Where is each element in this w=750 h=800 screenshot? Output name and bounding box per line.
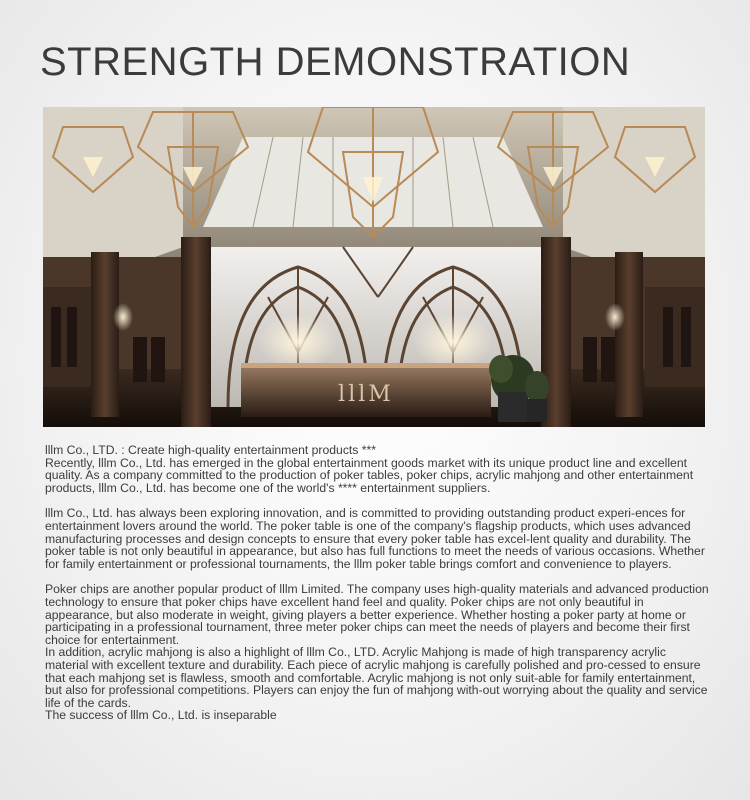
paragraph: lllm Co., Ltd. has always been exploring innovation, and is committed to providing outstanding product experi-ences for entertainment lovers around the world. The poker table is one of the company's flagship products, which uses advanced manufacturing processes and design concepts to ensure that every poker table has excel-lent quality and durability. The poker table is not only beautiful in appearance, but also has full functions to meet the needs of various occasions. Whether for family entertainment or professional tournaments, the lllm poker table brings comfort and convenience to players.: [45, 506, 705, 571]
paragraph: The success of lllm Co., Ltd. is inseparable: [45, 708, 277, 723]
desk-logo: lllM: [338, 382, 394, 407]
article-body: [45, 444, 710, 722]
intro-heading: lllm Co., LTD. : Create high-quality entertainment products ***: [45, 443, 377, 457]
paragraph: In addition, acrylic mahjong is also a highlight of lllm Co., LTD. Acrylic Mahjong is made of high transparency acrylic material with excellent texture and durability. Each piece of acrylic mahjong is carefully polished and pro-cessed to ensure that each mahjong set is flawless, smooth and comfortable. Acrylic mahjong is not only suit-able for family entertainment, but also for professional competitions. Players can enjoy the fun of mahjong with-out worrying about the quality and service life of the cards.: [45, 645, 708, 710]
page-title: STRENGTH DEMONSTRATION: [40, 40, 631, 84]
paragraph: Recently, lllm Co., Ltd. has emerged in the global entertainment goods market with its unique product line and excellent quality. As a company committed to the production of poker tables, poker chips, acrylic mahjong and other entertainment products, lllm Co., Ltd. has become one of the world's **** entertainment suppliers.: [45, 455, 694, 495]
paragraph: Poker chips are another popular product of lllm Limited. The company uses high-quality materials and advanced production technology to ensure that poker chips have excellent hand feel and quality. Poker chips are not only beautiful in appearance, but also moderate in weight, giving players a better experience. Whether hosting a poker party at home or participating in a professional tournament, three meter poker chips can meet the needs of players and become their first choice for entertainment.: [45, 582, 709, 647]
lobby-photo: [43, 107, 705, 427]
